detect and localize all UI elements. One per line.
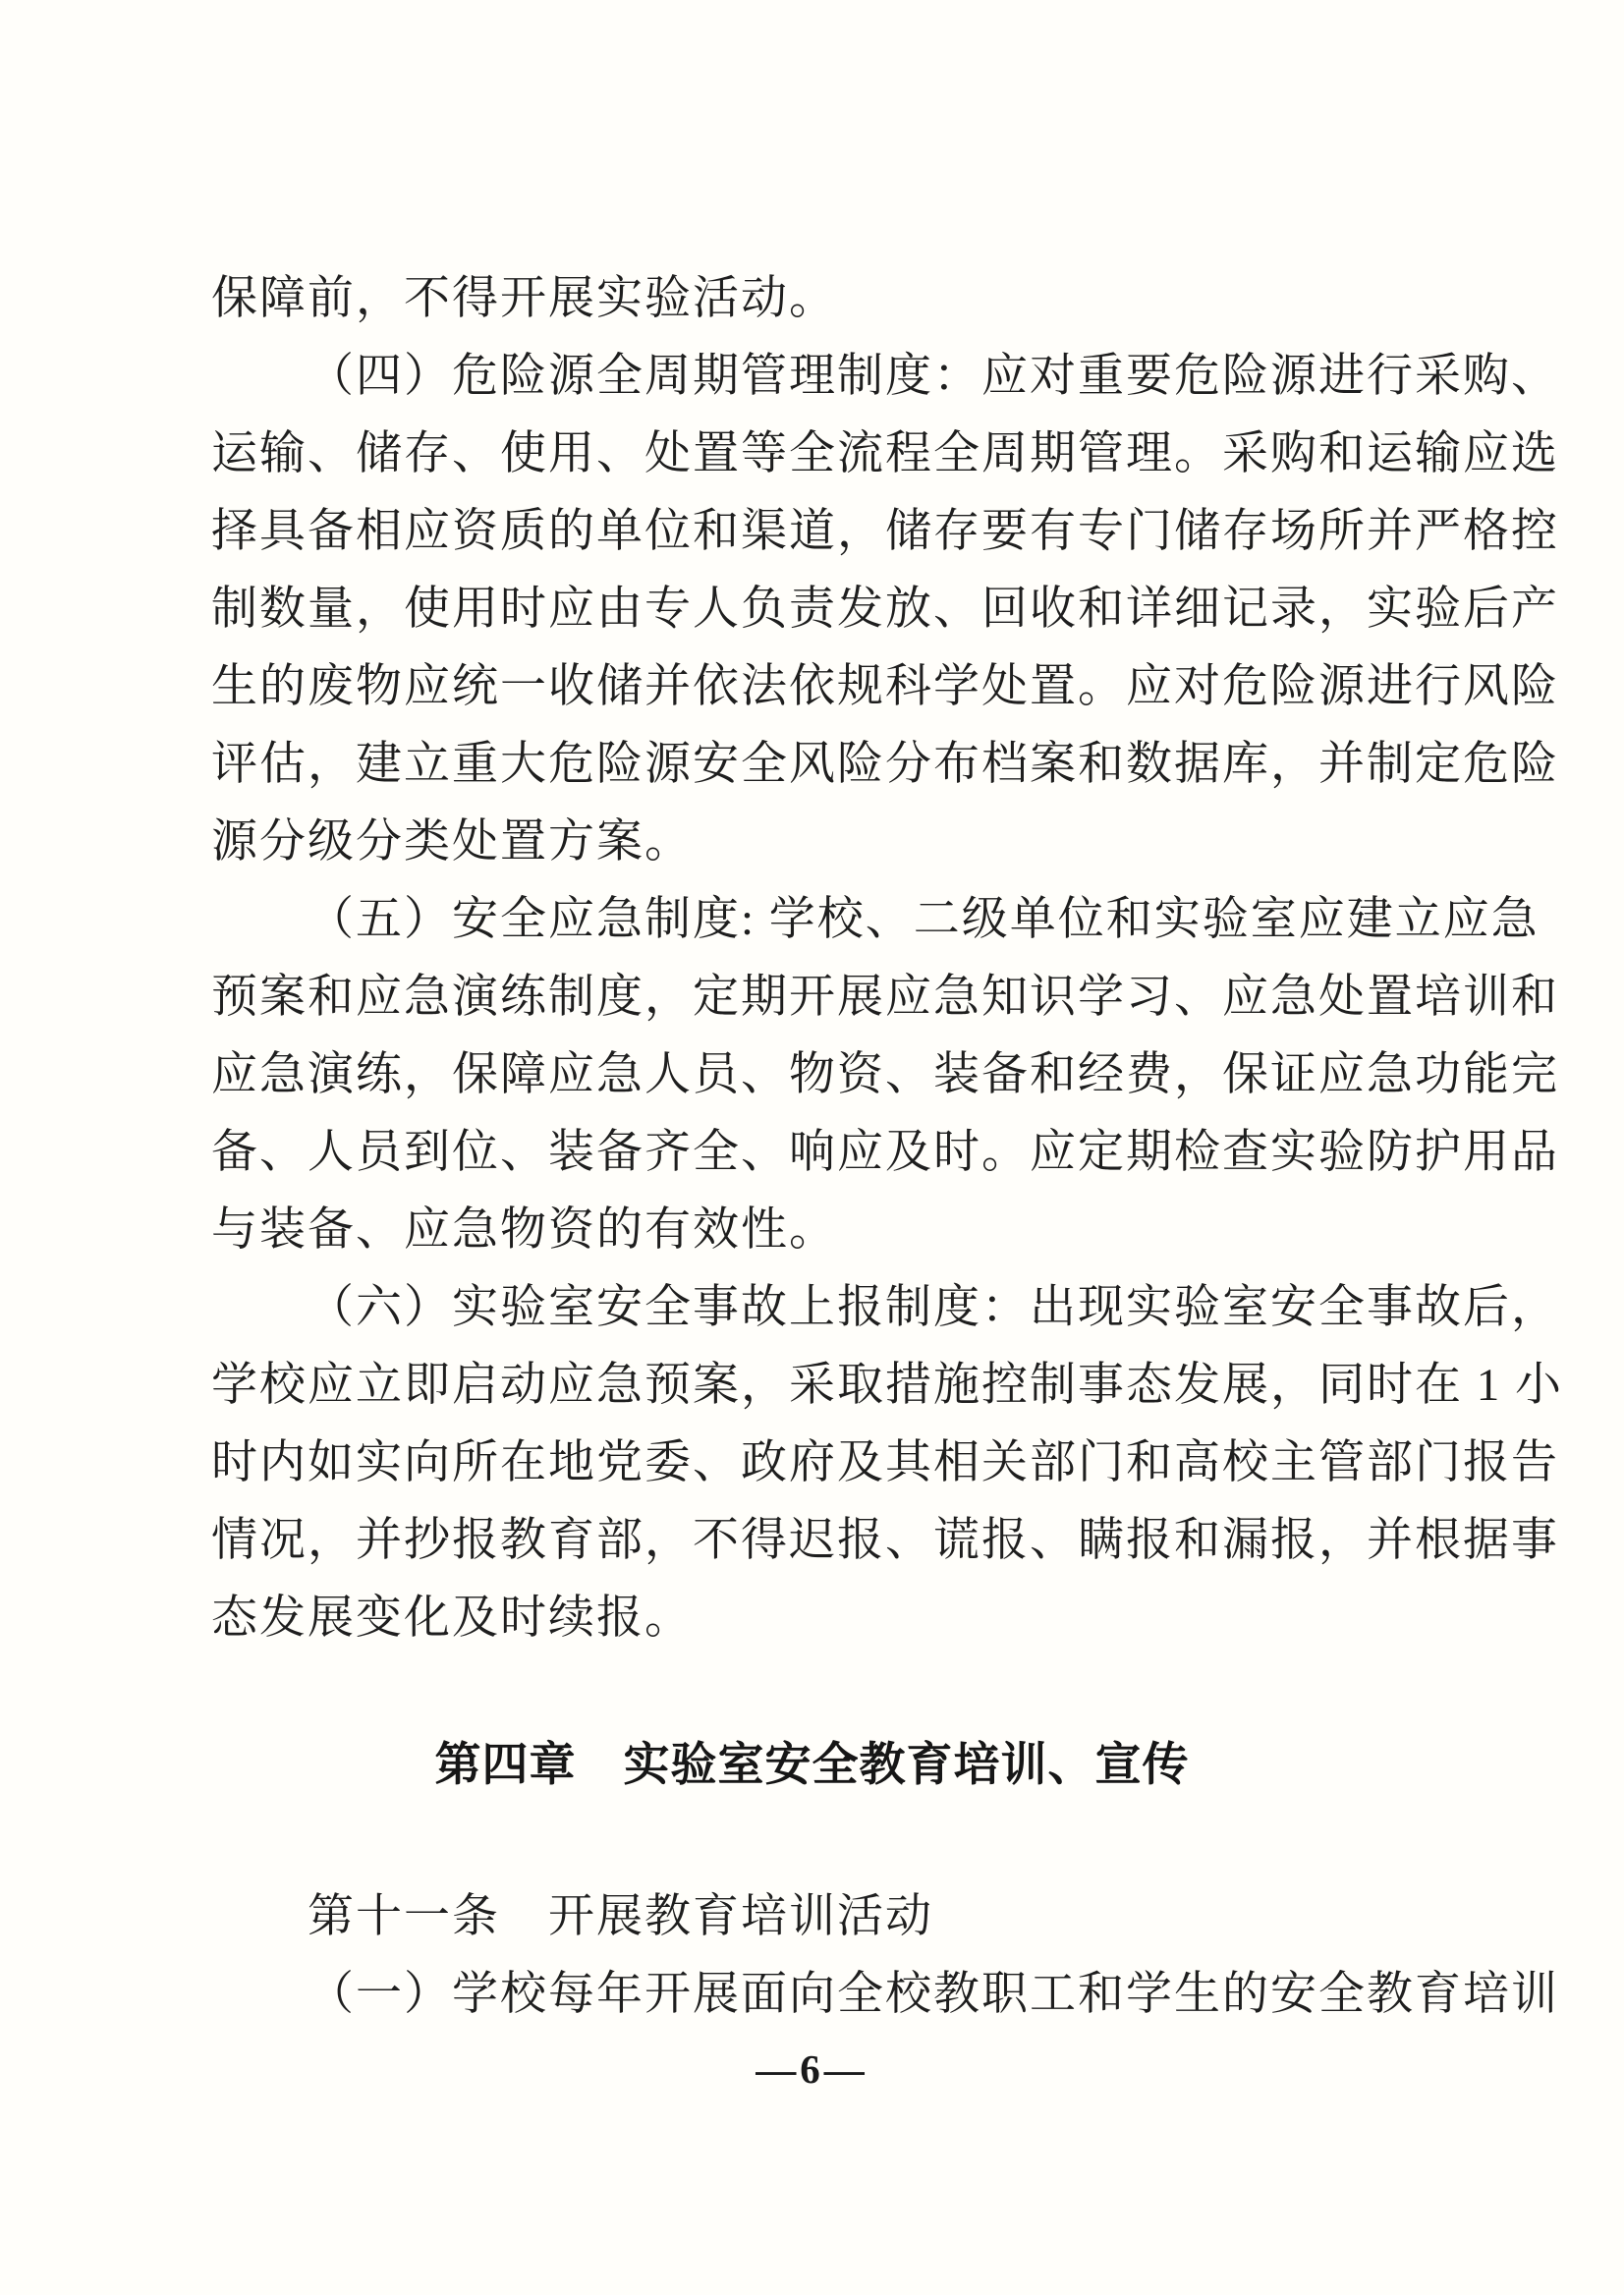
body-text-line: 应急演练，保障应急人员、物资、装备和经费，保证应急功能完: [211, 1049, 1559, 1100]
body-text-line: （五）安全应急制度: 学校、二级单位和实验室应建立应急: [308, 894, 1540, 945]
article-item-line: （一）学校每年开展面向全校教职工和学生的安全教育培训: [308, 1969, 1559, 2020]
body-text-line: 态发展变化及时续报。: [211, 1593, 693, 1644]
body-text-line: 保障前，不得开展实验活动。: [211, 273, 837, 324]
body-text-line: 源分级分类处置方案。: [211, 816, 693, 868]
document-body: [211, 260, 1563, 1657]
body-text-line: 择具备相应资质的单位和渠道，储存要有专门储存场所并严格控: [211, 506, 1559, 557]
body-text-line: 备、人员到位、装备齐全、响应及时。应定期检查实验防护用品: [211, 1127, 1559, 1178]
body-text-line: （四）危险源全周期管理制度：应对重要危险源进行采购、: [308, 351, 1559, 402]
body-text-line: 情况，并抄报教育部，不得迟报、谎报、瞒报和漏报，并根据事: [211, 1515, 1559, 1566]
chapter-heading: 第四章 实验室安全教育培训、宣传: [434, 1738, 1190, 1790]
body-text-line: 预案和应急演练制度，定期开展应急知识学习、应急处置培训和: [211, 972, 1559, 1023]
article-section: [211, 1878, 1559, 2034]
body-text-line: 时内如实向所在地党委、政府及其相关部门和高校主管部门报告: [211, 1437, 1559, 1488]
body-text-line: 生的废物应统一收储并依法依规科学处置。应对危险源进行风险: [211, 661, 1559, 712]
body-text-line: 制数量，使用时应由专人负责发放、回收和详细记录，实验后产: [211, 584, 1559, 635]
article-heading: 第十一条 开展教育培训活动: [308, 1891, 933, 1942]
body-text-line: （六）实验室安全事故上报制度：出现实验室安全事故后，: [308, 1282, 1559, 1333]
body-text-line: 运输、储存、使用、处置等全流程全周期管理。采购和运输应选: [211, 428, 1559, 479]
body-text-line: 与装备、应急物资的有效性。: [211, 1204, 837, 1256]
page-number: —6—: [756, 2046, 868, 2092]
body-text-line: 学校应立即启动应急预案，采取措施控制事态发展，同时在 1 小: [211, 1360, 1563, 1411]
body-text-line: 评估，建立重大危险源安全风险分布档案和数据库，并制定危险: [211, 739, 1559, 790]
